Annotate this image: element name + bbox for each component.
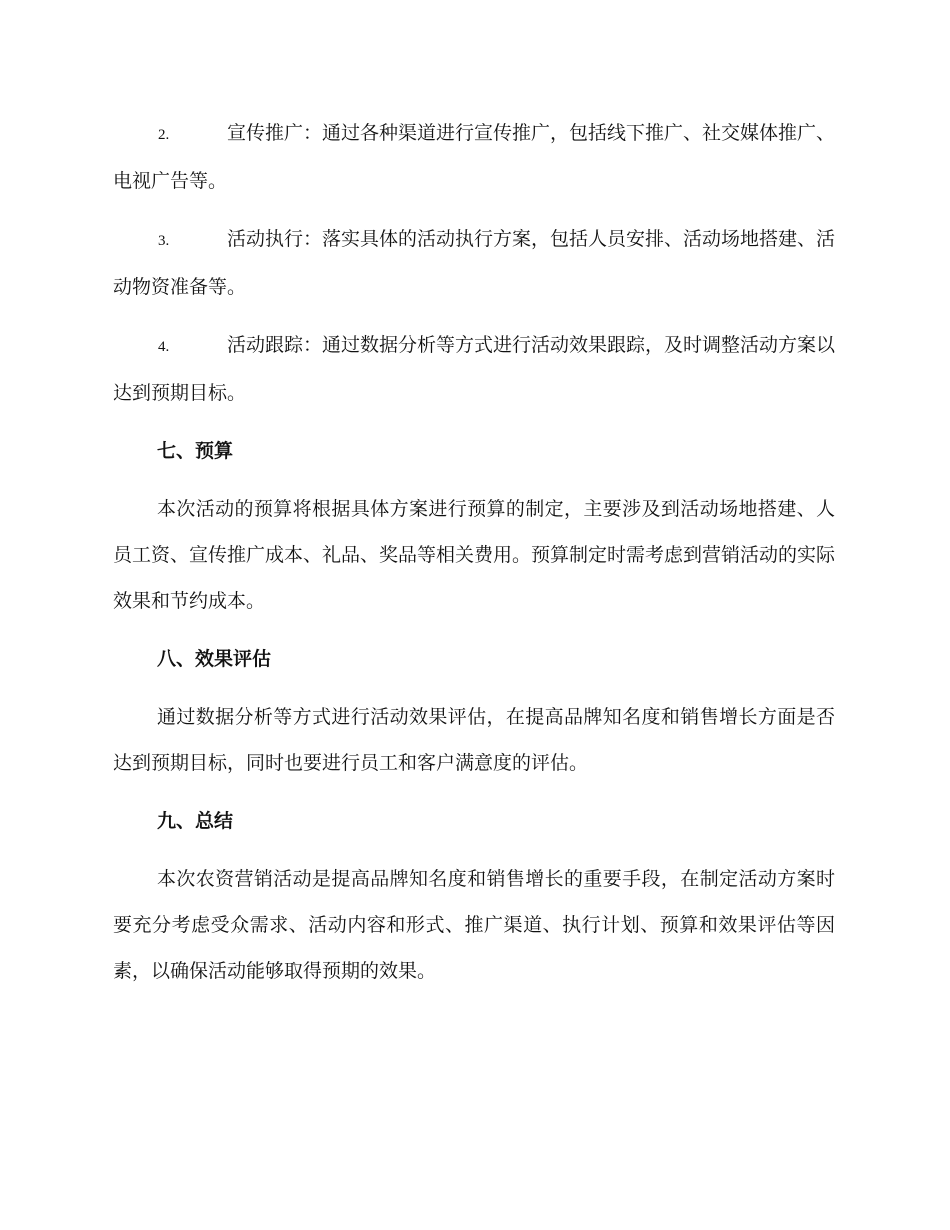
list-number: 3. — [158, 233, 170, 249]
section-heading-summary: 九、总结 — [157, 810, 234, 832]
list-item-text: 宣传推广：通过各种渠道进行宣传推广，包括线下推广、社交媒体推广、电视广告等。 — [113, 122, 836, 192]
section-body-budget: 本次活动的预算将根据具体方案进行预算的制定，主要涉及到活动场地搭建、人员工资、宣传推广成本、礼品、奖品等相关费用。预算制定时需考虑到营销活动的实际效果和节约成本。 — [113, 498, 836, 612]
list-number: 4. — [158, 339, 170, 355]
list-item — [113, 216, 835, 310]
section-heading-evaluation: 八、效果评估 — [157, 648, 272, 670]
section-body-summary: 本次农资营销活动是提高品牌知名度和销售增长的重要手段，在制定活动方案时要充分考虑受众需求、活动内容和形式、推广渠道、执行计划、预算和效果评估等因素，以确保活动能够取得预期的效果。 — [113, 868, 835, 982]
list-number: 2. — [158, 127, 170, 143]
list-item-text: 活动跟踪：通过数据分析等方式进行活动效果跟踪，及时调整活动方案以达到预期目标。 — [113, 334, 836, 404]
list-item-text: 活动执行：落实具体的活动执行方案，包括人员安排、活动场地搭建、活动物资准备等。 — [113, 228, 836, 298]
list-item — [113, 110, 835, 204]
document-page — [113, 110, 835, 1006]
section-heading-budget: 七、预算 — [157, 440, 234, 462]
section-body-evaluation: 通过数据分析等方式进行活动效果评估，在提高品牌知名度和销售增长方面是否达到预期目标，同时也要进行员工和客户满意度的评估。 — [113, 706, 835, 774]
list-item — [113, 322, 835, 416]
